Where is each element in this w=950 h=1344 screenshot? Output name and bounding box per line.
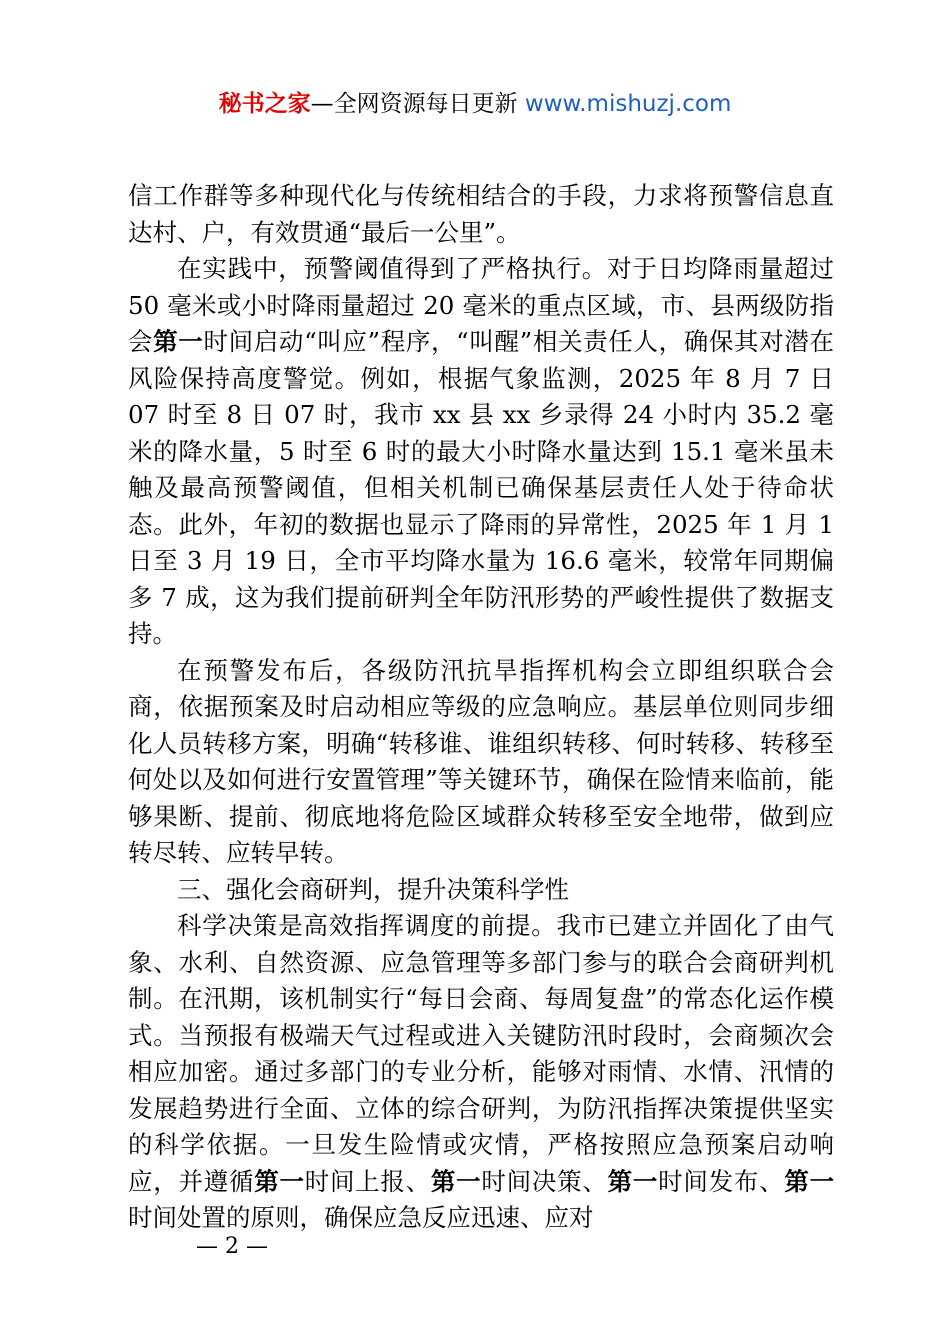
bold-text: 第一 — [784, 1166, 835, 1196]
document-body — [128, 178, 834, 1237]
banner-slogan: —全网资源每日更新 — [310, 91, 525, 117]
text-run: 时间处置的原则，确保应急反应迅速、应对 — [128, 1203, 594, 1232]
text-run: 时间决策、 — [481, 1166, 608, 1196]
paragraph-consultation — [128, 908, 834, 1237]
banner-brand: 秘书之家 — [218, 91, 311, 117]
paragraph-emergency-response: 在预警发布后，各级防汛抗旱指挥机构会立即组织联合会商，依据预案及时启动相应等级的应急响应。基层单位则同步细化人员转移方案，明确“转移谁、谁组织转移、何时转移、转移至何处以及如何进行安置管理”等关键环节，确保在险情来临前，能够果断、提前、彻底地将危险区域群众转移至安全地带，做到应转尽转、应转早转。 — [128, 655, 834, 867]
site-banner — [0, 86, 950, 122]
paragraph-continued: 信工作群等多种现代化与传统相结合的手段，力求将预警信息直达村、户，有效贯通“最后一公里”。 — [128, 181, 834, 247]
paragraph-warning-threshold — [128, 251, 834, 653]
page-number: — 2 — — [196, 1234, 268, 1259]
text-run: 时间发布、 — [658, 1166, 785, 1196]
text-run: 科学决策是高效指挥调度的前提。我市已建立并固化了由气象、水利、自然资源、应急管理等多部门参与的联合会商研判机制。在汛期，该机制实行“每日会商、每周复盘”的常态化运作模式。当预报有极端天气过程或进入关键防汛时段时，会商频次会相应加密。通过多部门的专业分析，能够对雨情、水情、汛情的发展趋势进行全面、立体的综合研判，为防汛指挥决策提供坚实的科学依据。一旦发生险情或灾情，严格按照应急预案启动响应，并遵循 — [128, 911, 834, 1196]
bold-text: 第一 — [153, 327, 204, 356]
bold-text: 第一 — [430, 1166, 482, 1196]
text-run: 时间启动“叫应”程序，“叫醒”相关责任人，确保其对潜在风险保持高度警觉。例如，根据气象监测，2025 年 8 月 7 日 07 时至 8 日 07 时，我市 xx 县 xx 乡录得 24 小时内 35.2 毫米的降水量，5 时至 6 时的最大小时降水量达到 15.1 毫米虽未触及最高预警阈值，但相关机制已确保基层责任人处于待命状态。此外，年初的数据也显示了降雨的异常性，2025 年 1 月 1 日至 3 月 19 日，全市平均降水量为 16.6 毫米，较常年同期偏多 7 成，这为我们提前研判全年防汛形势的严峻性提供了数据支持。 — [128, 327, 835, 648]
text-run: 在实践中，预警阈值得到了严格执行。对于日均降雨量超过 50 毫米或小时降雨量超过 20 毫米的重点区域，市、县两级防指会 — [128, 254, 834, 356]
banner-url[interactable]: www.mishuzj.com — [524, 91, 732, 117]
text-run: 时间上报、 — [304, 1166, 431, 1196]
bold-text: 第一 — [254, 1166, 305, 1196]
section-heading-3: 三、强化会商研判，提升决策科学性 — [177, 874, 569, 904]
bold-text: 第一 — [607, 1166, 659, 1196]
